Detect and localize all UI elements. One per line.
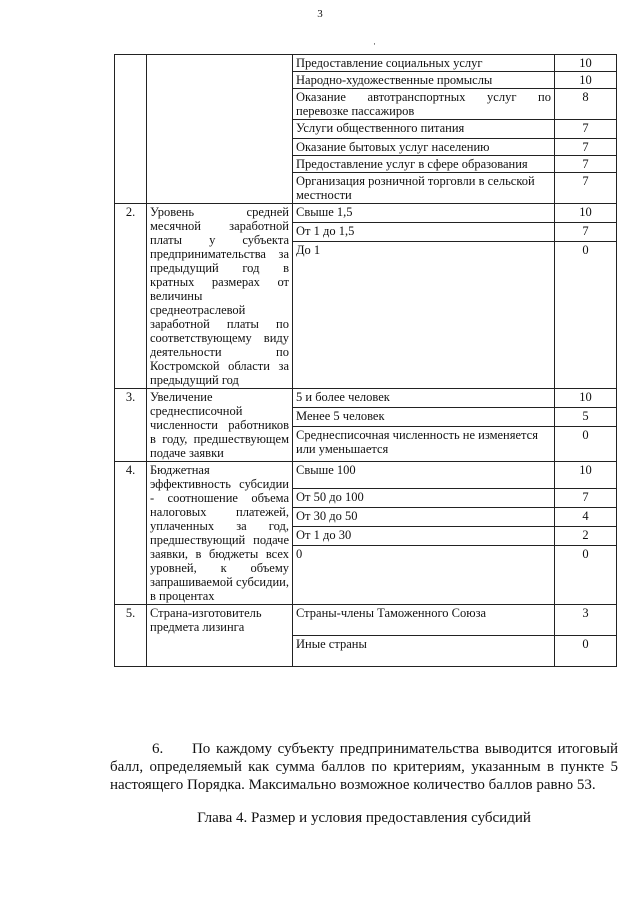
scan-dot: ·: [373, 39, 376, 49]
criterion-value: 5 и более человек: [293, 389, 555, 408]
criterion-points: 10: [555, 204, 617, 223]
criterion-points: 0: [555, 427, 617, 462]
criterion-value: Иные страны: [293, 636, 555, 667]
criterion-value: Свыше 1,5: [293, 204, 555, 223]
criterion-value: Предоставление услуг в сфере образования: [293, 156, 555, 173]
chapter-title: Глава 4. Размер и условия предоставления субсидий: [197, 810, 531, 826]
criterion-points: 10: [555, 389, 617, 408]
criterion-number: 2.: [115, 204, 147, 389]
criterion-points: 7: [555, 156, 617, 173]
criterion-value: Организация розничной торговли в сельской местности: [293, 173, 555, 204]
criterion-points: 0: [555, 636, 617, 667]
criterion-points: 7: [555, 139, 617, 156]
criterion-number: 4.: [115, 462, 147, 605]
criterion-value: До 1: [293, 242, 555, 389]
criterion-points: 10: [555, 55, 617, 72]
criterion-points: 3: [555, 605, 617, 636]
criterion-value: От 1 до 30: [293, 527, 555, 546]
table-row: [115, 605, 617, 636]
criterion-value: Предоставление социальных услуг: [293, 55, 555, 72]
criterion-value: От 1 до 1,5: [293, 223, 555, 242]
criterion-name-cell: [147, 55, 293, 204]
criterion-number: 3.: [115, 389, 147, 462]
criterion-value: От 50 до 100: [293, 489, 555, 508]
criterion-points: 7: [555, 120, 617, 139]
criterion-points: 0: [555, 242, 617, 389]
criterion-value: Народно-художественные промыслы: [293, 72, 555, 89]
table-row: [115, 389, 617, 408]
criterion-points: 0: [555, 546, 617, 605]
table-row: [115, 55, 617, 72]
criterion-name: Страна-изготовитель предмета лизинга: [147, 605, 293, 667]
criterion-points: 2: [555, 527, 617, 546]
criterion-number: 5.: [115, 605, 147, 667]
criterion-points: 8: [555, 89, 617, 120]
criterion-name: Уровень средней месячной заработной платы у субъекта предпринимательства за предыдущий год в кратных размерах от величины среднеотраслевой заработной платы по соответствующему виду деятельности по Костромской области за предыдущий год: [147, 204, 293, 389]
criterion-value: Услуги общественного питания: [293, 120, 555, 139]
criteria-table: [114, 54, 617, 667]
criterion-points: 10: [555, 462, 617, 489]
criterion-name: Бюджетная эффективность субсидии - соотношение объема налоговых платежей, уплаченных за год, предшествующий подаче заявки, в бюджеты всех уровней, к объему запрашиваемой субсидии, в процентах: [147, 462, 293, 605]
criterion-value: Свыше 100: [293, 462, 555, 489]
criterion-value: Среднесписочная численность не изменяется или уменьшается: [293, 427, 555, 462]
paragraph-number: 6.: [152, 741, 164, 757]
criterion-points: 7: [555, 489, 617, 508]
criterion-value: Оказание бытовых услуг населению: [293, 139, 555, 156]
paragraph-6: [110, 740, 618, 794]
criterion-value: От 30 до 50: [293, 508, 555, 527]
criterion-number-cell: [115, 55, 147, 204]
criterion-points: 10: [555, 72, 617, 89]
criterion-value: Страны-члены Таможенного Союза: [293, 605, 555, 636]
criterion-value: Оказание автотранспортных услуг по перевозке пассажиров: [293, 89, 555, 120]
page-number: 3: [317, 8, 323, 20]
criterion-value: 0: [293, 546, 555, 605]
criterion-value: Менее 5 человек: [293, 408, 555, 427]
table-row: [115, 204, 617, 223]
table-row: [115, 462, 617, 489]
criterion-points: 7: [555, 173, 617, 204]
criterion-points: 7: [555, 223, 617, 242]
criterion-points: 5: [555, 408, 617, 427]
paragraph-text: По каждому субъекту предпринимательства выводится итоговый балл, определяемый как сумма баллов по критериям, указанным в пункте 5 настоящего Порядка. Максимально возможное количество баллов равно 53.: [110, 741, 618, 793]
criterion-points: 4: [555, 508, 617, 527]
criterion-name: Увеличение среднесписочной численности работников в году, предшествующем подаче заявки: [147, 389, 293, 462]
